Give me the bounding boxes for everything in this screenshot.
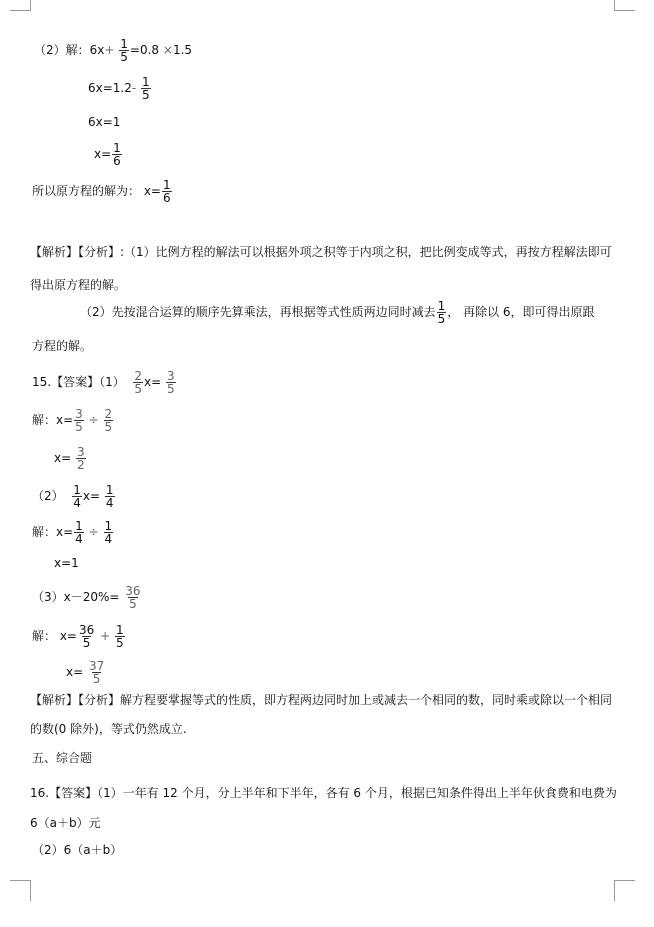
fraction: $\frac{1}{6}$ [113, 141, 121, 168]
analysis-14-part2: （2）先按混合运算的顺序先算乘法，再根据等式性质两边同时减去 $\frac{1}{5}$ ， 再除以 6，即可得出原跟 [80, 299, 595, 326]
q14-step-2: 6x=1.2- $\frac{1}{5}$ [88, 75, 150, 102]
crop-mark-top-right [614, 0, 635, 11]
fraction: $\frac{1}{4}$ [73, 483, 81, 510]
crop-mark-top-left [10, 0, 31, 11]
fraction: $\frac{1}{4}$ [104, 519, 113, 546]
fraction: $\frac{1}{5}$ [115, 623, 124, 650]
fraction: $\frac{1}{5}$ [437, 299, 446, 326]
fraction: $\frac{37}{5}$ [88, 659, 105, 686]
q15-answer-1: 15.【答案】（1） $\frac{2}{5}$ x= $\frac{3}{5}$ [32, 369, 175, 396]
fraction: $\frac{1}{5}$ [120, 37, 128, 64]
fraction: $\frac{1}{6}$ [162, 178, 171, 205]
analysis-14-part1: 【解析】【分析】:（1）比例方程的解法可以根据外项之积等于内项之积，把比例变成等式，再按方程解法即可得出原方程的解。 [30, 245, 612, 292]
section-heading: 五、综合题 [32, 751, 93, 765]
q16-answer-2: （2）6（a＋b） [32, 843, 123, 857]
fraction: $\frac{2}{5}$ [104, 407, 113, 434]
q14-step-1: （2）解：6x+ $\frac{1}{5}$ =0.8 ×1.5 [34, 37, 193, 64]
fraction: $\frac{36}{5}$ [125, 584, 141, 611]
fraction: $\frac{2}{5}$ [134, 369, 143, 396]
fraction: $\frac{1}{4}$ [105, 483, 114, 510]
q15-answer-2: （2） $\frac{1}{4}$ x= $\frac{1}{4}$ [32, 483, 114, 510]
q15-solution-3-step1: 解： x= $\frac{36}{5}$ + $\frac{1}{5}$ [32, 623, 124, 650]
q14-step-3: 6x=1 [88, 115, 121, 129]
analysis-14-part2-line2: 方程的解。 [32, 339, 93, 353]
q14-step-4: x= $\frac{1}{6}$ [94, 141, 121, 168]
fraction: $\frac{1}{5}$ [142, 75, 150, 102]
q15-solution-1-step1: 解：x= $\frac{3}{5}$ ÷ $\frac{2}{5}$ [32, 407, 113, 434]
fraction: $\frac{36}{5}$ [78, 623, 95, 650]
q15-solution-1-step2: x= $\frac{3}{2}$ [54, 445, 85, 472]
q16-answer-1: 16.【答案】（1）一年有 12 个月，分上半年和下半年，各有 6 个月，根据已知条件得出上半年伙食费和电费为 6（a＋b）元 [30, 786, 617, 830]
fraction: $\frac{3}{5}$ [167, 369, 175, 396]
q15-solution-2-step2: x=1 [54, 556, 79, 570]
q14-conclusion: 所以原方程的解为： x= $\frac{1}{6}$ [32, 178, 171, 205]
fraction: $\frac{3}{2}$ [76, 445, 85, 472]
q15-solution-2-step1: 解：x= $\frac{1}{4}$ ÷ $\frac{1}{4}$ [32, 519, 113, 546]
crop-mark-bottom-left [10, 880, 31, 901]
fraction: $\frac{1}{4}$ [75, 519, 83, 546]
q15-answer-3: （3）x－20%= $\frac{36}{5}$ [32, 584, 141, 611]
q15-solution-3-step2: x= $\frac{37}{5}$ [66, 659, 105, 686]
analysis-15: 【解析】【分析】解方程要掌握等式的性质，即方程两边同时加上或减去一个相同的数，同时乘或除以一个相同的数(0 除外)，等式仍然成立. [30, 693, 613, 736]
crop-mark-bottom-right [614, 880, 635, 901]
fraction: $\frac{3}{5}$ [75, 407, 83, 434]
